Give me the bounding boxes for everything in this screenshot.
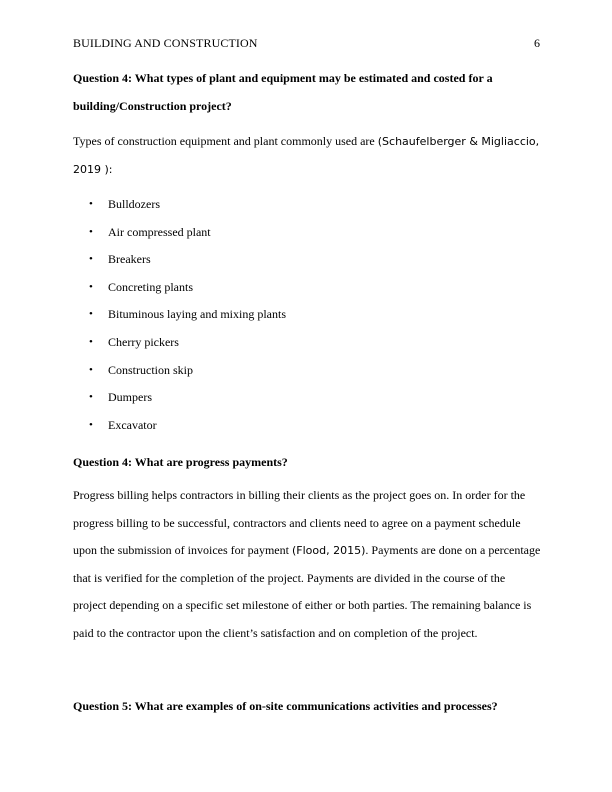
- list-item-label: Bulldozers: [108, 197, 160, 211]
- bullet-icon: •: [89, 253, 93, 266]
- running-head: BUILDING AND CONSTRUCTION: [73, 36, 258, 50]
- list-item: [73, 329, 543, 357]
- citation-flood: (Flood, 2015): [291, 544, 366, 558]
- list-item-label: Air compressed plant: [108, 224, 211, 239]
- question-communications: [73, 692, 543, 720]
- paragraph-line: progress billing to be successful, contractors and clients need to agree on a payment schedule: [73, 515, 521, 530]
- paragraph-line: paid to the contractor upon the client’s satisfaction and on completion of the project.: [73, 625, 478, 640]
- paragraph-line: Progress billing helps contractors in billing their clients as the project goes on. In order for the: [73, 488, 526, 502]
- bullet-icon: •: [89, 308, 93, 321]
- question-line-1: Question 4: What types of plant and equipment may be estimated and costed for a: [73, 71, 493, 85]
- intro-line-1: [73, 128, 543, 156]
- question-title: Question 4: What are progress payments?: [73, 455, 288, 469]
- intro-citation-a: (Schaufelberger & Migliaccio,: [377, 135, 540, 148]
- list-item-label: Dumpers: [108, 390, 152, 405]
- list-item: [73, 246, 543, 274]
- paragraph-line: that is verified for the completion of the project. Payments are divided in the course of the: [73, 570, 506, 585]
- bullet-icon: •: [89, 418, 93, 431]
- bullet-icon: •: [89, 335, 93, 348]
- list-item-label: Cherry pickers: [108, 334, 179, 349]
- list-item: [73, 357, 543, 385]
- list-item-label: Concreting plants: [108, 279, 193, 294]
- question-title: Question 5: What are examples of on-site communications activities and processes?: [73, 699, 498, 713]
- page-number: 6: [534, 36, 540, 50]
- intro-paragraph: [73, 128, 543, 183]
- list-item: [73, 191, 543, 219]
- bullet-icon: •: [89, 391, 93, 404]
- list-item: [73, 412, 543, 440]
- list-item: [73, 219, 543, 247]
- intro-line-2: [73, 156, 543, 184]
- list-item-label: Construction skip: [108, 362, 194, 377]
- progress-payments-paragraph: [73, 482, 543, 648]
- line-text-pre: upon the submission of invoices for payment: [73, 543, 292, 558]
- bullet-icon: •: [89, 363, 93, 376]
- bullet-icon: •: [89, 198, 93, 210]
- list-item: [73, 384, 543, 412]
- paragraph-line: [73, 537, 543, 565]
- list-item-label: Excavator: [108, 417, 157, 432]
- intro-citation-b: 2019 ):: [73, 162, 113, 176]
- bullet-icon: •: [89, 225, 93, 238]
- list-item: [73, 274, 543, 302]
- list-item-label: Breakers: [108, 252, 151, 267]
- equipment-list: [73, 191, 543, 439]
- equipment-list-block: [73, 191, 543, 439]
- question-plant-equipment: [73, 64, 543, 120]
- bullet-icon: •: [89, 280, 93, 293]
- paragraph-line: project depending on a specific set milestone of either or both parties. The remaining balance is: [73, 598, 532, 613]
- list-item-label: Bituminous laying and mixing plants: [108, 307, 286, 322]
- intro-text: Types of construction equipment and plant commonly used are: [73, 134, 378, 148]
- question-progress-payments: [73, 448, 543, 476]
- list-item: [73, 301, 543, 329]
- line-text-post: . Payments are done on a percentage: [365, 543, 541, 558]
- question-line-2: building/Construction project?: [73, 99, 232, 113]
